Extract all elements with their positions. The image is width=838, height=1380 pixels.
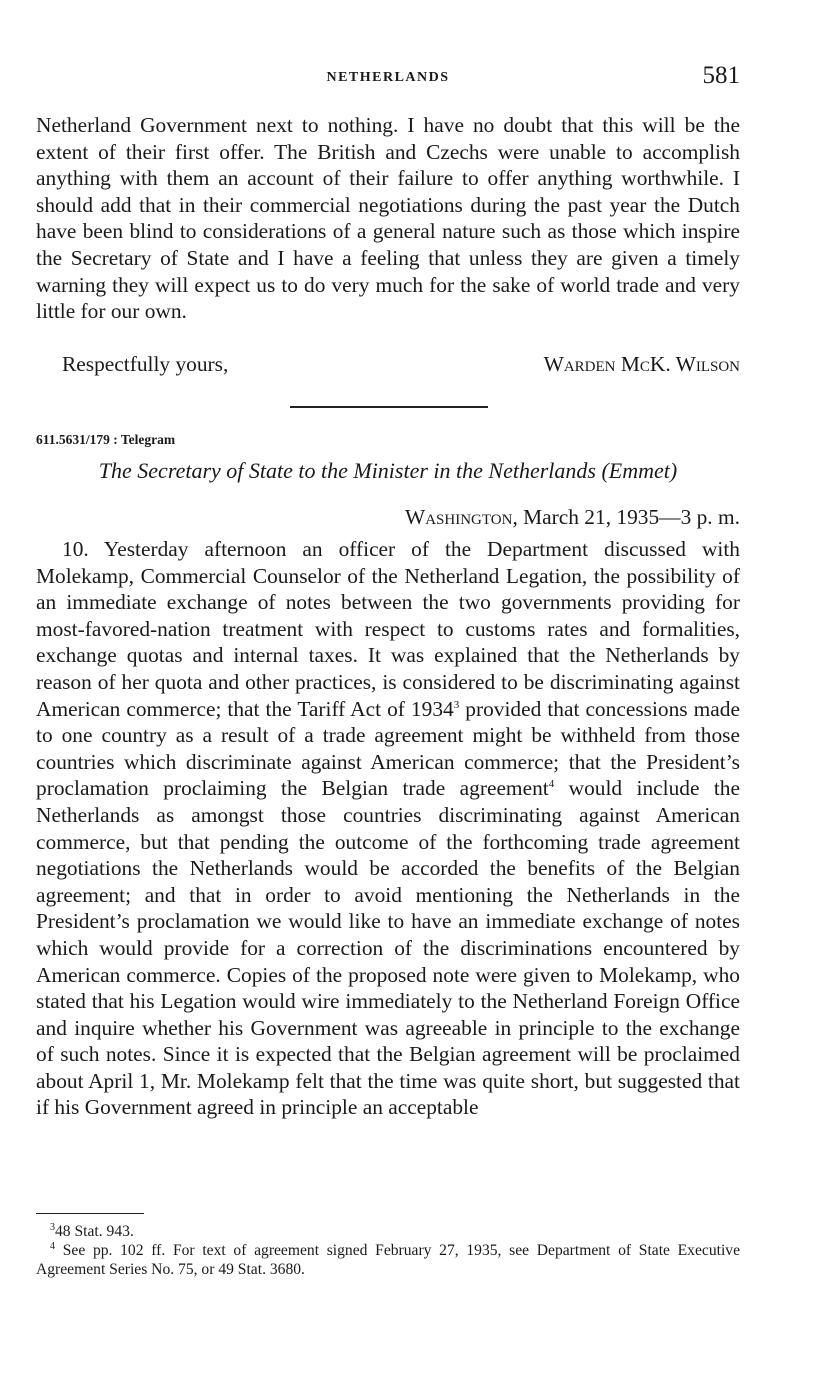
footnote-ref-4: 4: [548, 778, 555, 791]
footnote-ref-3: 3: [453, 698, 460, 711]
body-text-part-2: provided that concessions made to one country as a result of a trade agreement might be withheld from those countries which discriminate against American commerce; that the President’s proclamation proclaiming the Belgian trade agreement: [36, 696, 740, 801]
running-head: NETHERLANDS: [326, 70, 450, 85]
signature: Warden McK. Wilson: [543, 352, 740, 376]
page-header: [36, 62, 740, 98]
footnote-divider: [36, 1213, 144, 1214]
telegram-body: [36, 536, 740, 1121]
footnote-text: See pp. 102 ff. For text of agreement signed February 27, 1935, see Department of State Executive Agreement Series No. 75, or 49 Stat. 3680.: [36, 1242, 741, 1278]
document-title: The Secretary of State to the Minister in the Netherlands (Emmet): [98, 458, 678, 483]
dateline-place: Washington: [405, 505, 513, 529]
footnotes: [36, 1222, 740, 1279]
file-reference: 611.5631/179 : Telegram: [36, 432, 176, 447]
body-text-part-1: 10. Yesterday afternoon an officer of the Department discussed with Molekamp, Commercial Counselor of the Netherland Legation, the possibility of an immediate exchange of notes between the two governments providing for most-favored-nation treatment with respect to customs rates and formalities, exchange quotas and internal taxes. It was explained that the Netherlands by reason of her quota and other practices, is considered to be discriminating against American commerce; that the Tariff Act of 1934: [36, 537, 740, 721]
letter-closing: [36, 352, 740, 380]
section-divider: [290, 406, 488, 408]
letter-paragraph: Netherland Government next to nothing. I have no doubt that this will be the extent of their first offer. The British and Czechs were unable to accomplish anything with them an account of their failure to offer anything worthwhile. I should add that in their commercial negotiations during the past year the Dutch have been blind to considerations of a general nature such as those which inspire the Secretary of State and I have a feeling that unless they are given a timely warning they will expect us to do very much for the sake of world trade and very little for our own.: [36, 113, 740, 324]
footnote-mark: 4: [50, 1240, 55, 1252]
footnote: [36, 1222, 740, 1241]
body-text-part-3: would include the Netherlands as amongst those countries discriminating against American commerce, but that pending the outcome of the forthcoming trade agreement negotiations the Netherlands would be accorded the benefits of the Belgian agreement; and that in order to avoid mentioning the Netherlands in the President’s proclamation we would like to have an immediate exchange of notes which would provide for a correction of the discriminations encountered by American commerce. Copies of the proposed note were given to Molekamp, who stated that his Legation would wire immediately to the Netherland Foreign Office and inquire whether his Government was agreeable in principle to the exchange of such notes. Since it is expected that the Belgian agreement will be proclaimed about April 1, Mr. Molekamp felt that the time was quite short, but suggested that if his Government agreed in principle an acceptable: [36, 776, 740, 1120]
footnote-mark: 3: [50, 1221, 55, 1233]
page-number: 581: [702, 62, 740, 89]
closing-salutation: Respectfully yours,: [62, 352, 229, 376]
footnote-text: 48 Stat. 943.: [55, 1223, 134, 1240]
footnote: [36, 1241, 740, 1279]
dateline-date: , March 21, 1935—3 p. m.: [512, 505, 740, 529]
dateline: [405, 505, 740, 530]
